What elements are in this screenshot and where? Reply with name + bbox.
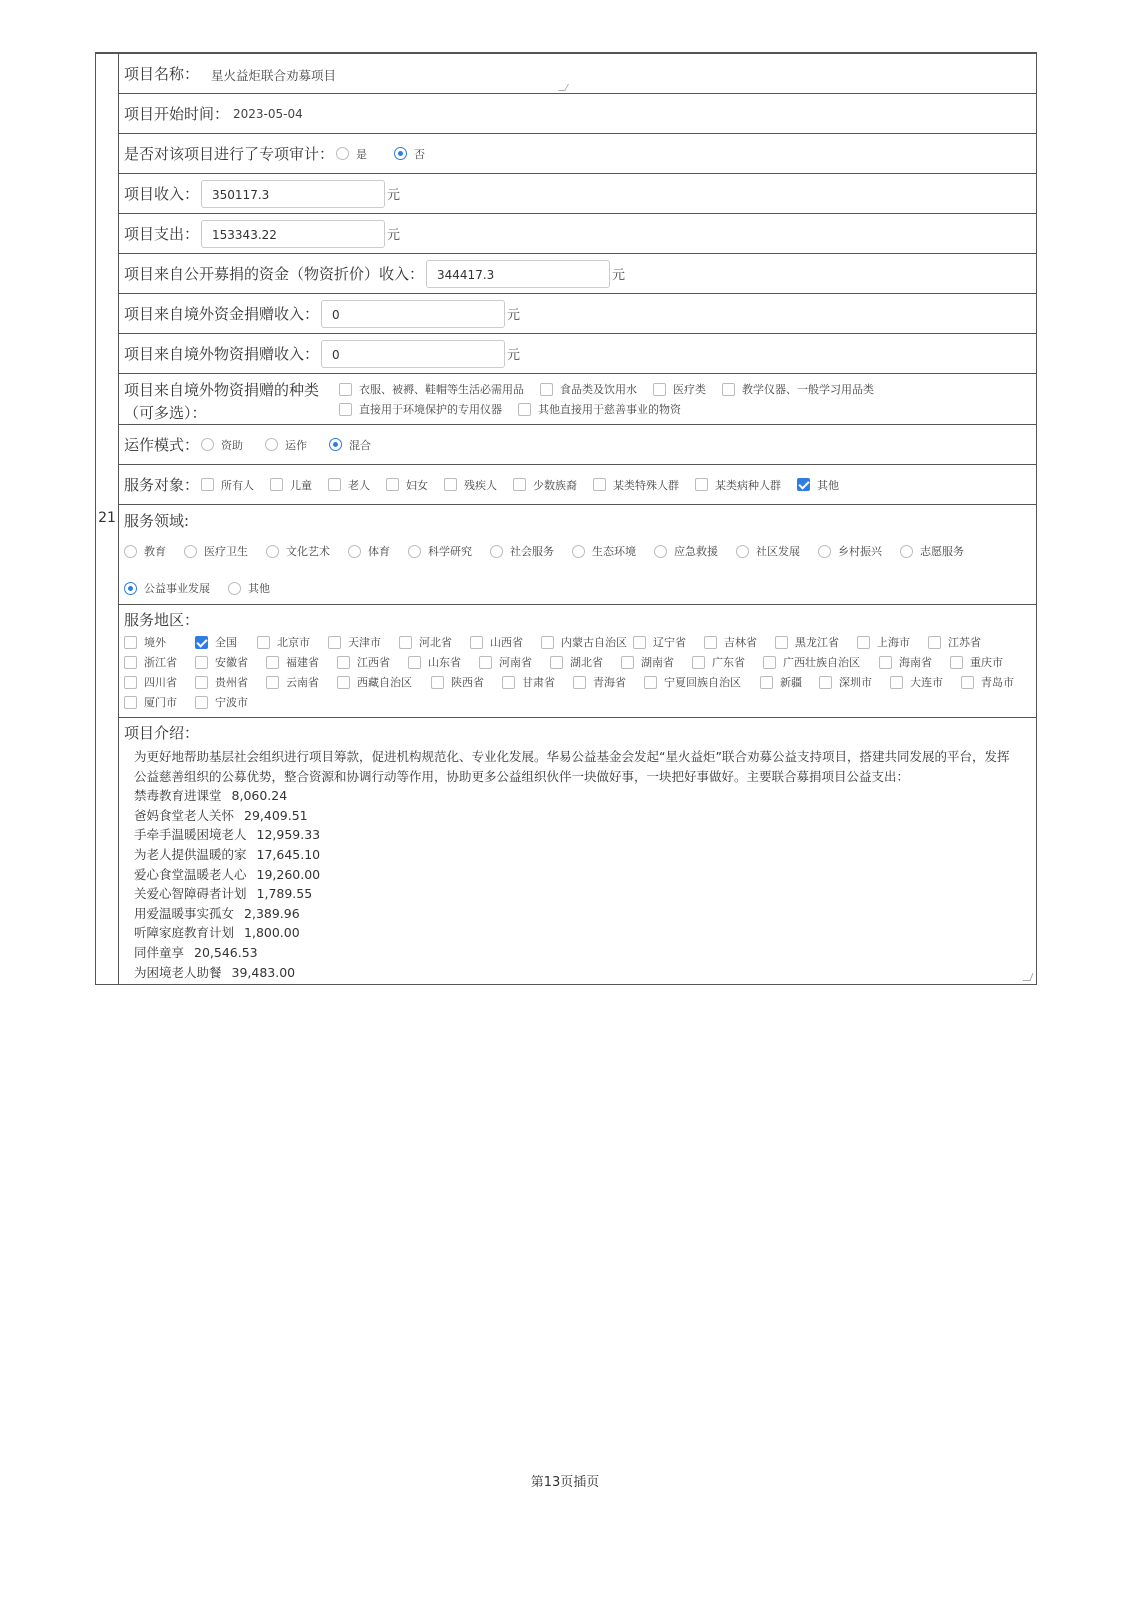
option-label: 湖北省 [570, 656, 603, 669]
radio-icon[interactable] [818, 545, 831, 558]
option-label: 厦门市 [144, 696, 177, 709]
option-label: 某类病种人群 [715, 478, 782, 492]
checkbox-icon[interactable] [593, 478, 606, 491]
checkbox-option[interactable] [541, 634, 633, 650]
checkbox-option[interactable] [470, 634, 541, 650]
checkbox-icon[interactable] [621, 656, 634, 669]
checkbox-icon[interactable] [540, 383, 553, 396]
expense-item-name: 同伴童享 [134, 944, 185, 960]
checkbox-checked-icon[interactable] [195, 636, 208, 649]
radio-icon[interactable] [336, 147, 349, 160]
checkbox-option[interactable] [819, 674, 890, 690]
list-item [134, 786, 1016, 806]
overseas-goods-label: 项目来自境外物资捐赠收入： [124, 345, 320, 363]
option-label: 江苏省 [948, 636, 981, 649]
option-label: 其他 [817, 478, 840, 492]
audit-option-no[interactable] [394, 146, 425, 162]
service-area-row [119, 605, 1036, 718]
option-label: 其他 [248, 582, 270, 595]
operation-mode-label: 运作模式： [124, 436, 200, 454]
radio-option[interactable] [572, 543, 636, 559]
expense-item-name: 禁毒教育进课堂 [134, 788, 222, 804]
option-label: 残疾人 [464, 478, 498, 492]
checkbox-icon[interactable] [339, 383, 352, 396]
checkbox-icon[interactable] [573, 676, 586, 689]
radio-option[interactable] [490, 543, 554, 559]
expense-item-amount: 8,060.24 [231, 788, 288, 804]
checkbox-option[interactable] [593, 477, 679, 493]
option-label: 乡村振兴 [838, 545, 882, 558]
public-income-input[interactable]: 344417.3 [426, 260, 610, 288]
option-label: 所有人 [221, 478, 255, 492]
option-label: 新疆 [780, 676, 802, 689]
option-label: 山东省 [428, 656, 461, 669]
checkbox-option[interactable] [337, 674, 431, 690]
radio-option[interactable] [124, 580, 210, 596]
checkbox-icon[interactable] [961, 676, 974, 689]
radio-icon[interactable] [900, 545, 913, 558]
checkbox-option[interactable] [890, 674, 961, 690]
radio-icon[interactable] [265, 438, 278, 451]
goods-types-label-line2: （可多选）： [124, 404, 207, 422]
checkbox-option[interactable] [270, 477, 312, 493]
list-item [134, 825, 1016, 845]
checkbox-option[interactable] [692, 654, 763, 670]
checkbox-option[interactable] [550, 654, 621, 670]
income-unit: 元 [387, 188, 401, 203]
expense-item-amount: 1,800.00 [244, 925, 300, 941]
radio-icon[interactable] [490, 545, 503, 558]
intro-row [119, 718, 1036, 984]
checkbox-option[interactable] [337, 654, 408, 670]
option-label: 北京市 [277, 636, 310, 649]
goods-type-option[interactable]: 其他直接用于慈善事业的物资 [518, 401, 681, 417]
row-index-number: 21 [98, 510, 116, 526]
project-record-frame [95, 52, 1037, 985]
overseas-cash-row [119, 294, 1036, 334]
checkbox-icon[interactable] [763, 656, 776, 669]
option-label: 贵州省 [215, 676, 248, 689]
checkbox-icon[interactable] [124, 656, 137, 669]
checkbox-icon[interactable] [819, 676, 832, 689]
intro-paragraph: 为更好地帮助基层社会组织进行项目筹款，促进机构规范化、专业化发展。华易公益基金会发起“星火益炬”联合劝募公益支持项目，搭建共同发展的平台，发挥公益慈善组织的公募优势，整合资源和协调行动等作用，协助更多公益组织伙伴一块做好事，一块把好事做好。主要联合募捐项目公益支出： [134, 749, 1010, 784]
checkbox-icon[interactable] [695, 478, 708, 491]
list-item [134, 806, 1016, 826]
radio-checked-icon[interactable] [124, 582, 137, 595]
checkbox-icon[interactable] [124, 676, 137, 689]
goods-type-option[interactable]: 医疗类 [653, 381, 706, 397]
checkbox-option[interactable] [928, 634, 999, 650]
checkbox-option[interactable] [266, 654, 337, 670]
checkbox-option[interactable] [633, 634, 704, 650]
checkbox-option[interactable] [408, 654, 479, 670]
option-label: 深圳市 [839, 676, 872, 689]
radio-icon[interactable] [124, 545, 137, 558]
list-item [134, 884, 1016, 904]
checkbox-icon[interactable] [339, 403, 352, 416]
checkbox-icon[interactable] [195, 676, 208, 689]
income-input[interactable]: 350117.3 [201, 180, 385, 208]
checkbox-icon[interactable] [386, 478, 399, 491]
option-label: 山西省 [490, 636, 523, 649]
checkbox-option[interactable] [195, 694, 266, 710]
checkbox-option[interactable] [479, 654, 550, 670]
radio-icon[interactable] [736, 545, 749, 558]
service-field-label: 服务领域: [124, 512, 190, 530]
checkbox-option[interactable] [621, 654, 692, 670]
list-item [134, 845, 1016, 865]
radio-option[interactable] [736, 543, 800, 559]
record-content [119, 54, 1037, 984]
checkbox-option[interactable] [857, 634, 928, 650]
option-label: 广西壮族自治区 [783, 656, 860, 669]
checkbox-icon[interactable] [692, 656, 705, 669]
checkbox-icon[interactable] [518, 403, 531, 416]
textarea-resize-icon[interactable] [558, 84, 569, 91]
checkbox-icon[interactable] [950, 656, 963, 669]
checkbox-option[interactable] [961, 674, 1032, 690]
radio-option[interactable] [408, 543, 472, 559]
checkbox-icon[interactable] [760, 676, 773, 689]
expense-item-name: 用爱温暖事实孤女 [134, 905, 235, 921]
public-income-unit: 元 [612, 268, 626, 283]
overseas-cash-input[interactable]: 0 [321, 300, 505, 328]
option-label: 甘肃省 [522, 676, 555, 689]
checkbox-icon[interactable] [879, 656, 892, 669]
expense-item-amount: 20,546.53 [194, 944, 258, 960]
option-label: 医疗卫生 [204, 545, 248, 558]
goods-type-option[interactable]: 直接用于环境保护的专用仪器 [339, 401, 502, 417]
checkbox-option[interactable] [573, 674, 644, 690]
list-item [134, 963, 1016, 983]
option-label: 全国 [215, 636, 237, 649]
radio-icon[interactable] [348, 545, 361, 558]
checkbox-option[interactable] [195, 634, 257, 650]
operation-mode-row [119, 425, 1036, 465]
audit-row [119, 134, 1036, 174]
expense-item-amount: 17,645.10 [256, 846, 321, 862]
expense-unit: 元 [387, 228, 401, 243]
expense-label: 项目支出： [124, 225, 200, 243]
option-label: 志愿服务 [920, 545, 964, 558]
operation-mode-option[interactable]: 混合 [329, 437, 371, 453]
checkbox-icon[interactable] [408, 656, 421, 669]
expense-item-name: 为困境老人助餐 [134, 964, 222, 980]
checkbox-icon[interactable] [644, 676, 657, 689]
checkbox-icon[interactable] [890, 676, 903, 689]
option-label: 少数族裔 [533, 478, 578, 492]
checkbox-icon[interactable] [201, 478, 214, 491]
audit-option-no-label: 否 [414, 147, 426, 161]
checkbox-icon[interactable] [337, 676, 350, 689]
radio-option[interactable] [900, 543, 964, 559]
option-label: 老人 [348, 478, 371, 492]
checkbox-option[interactable] [763, 654, 879, 670]
expense-item-name: 爸妈食堂老人关怀 [134, 807, 235, 823]
checkbox-icon[interactable] [633, 636, 646, 649]
checkbox-option[interactable] [124, 674, 195, 690]
checkbox-icon[interactable] [550, 656, 563, 669]
start-time-value[interactable]: 2023-05-04 [233, 106, 303, 121]
option-label: 内蒙古自治区 [561, 636, 627, 649]
goods-types-label-line1: 项目来自境外物资捐赠的种类 [124, 381, 320, 399]
checkbox-icon[interactable] [928, 636, 941, 649]
option-label: 广东省 [712, 656, 745, 669]
checkbox-option[interactable] [444, 477, 497, 493]
checkbox-option[interactable] [328, 477, 370, 493]
operation-mode-option[interactable]: 运作 [265, 437, 307, 453]
row-index-cell [96, 54, 119, 984]
checkbox-option[interactable] [124, 694, 195, 710]
checkbox-icon[interactable] [857, 636, 870, 649]
option-label: 宁夏回族自治区 [664, 676, 741, 689]
option-label: 天津市 [348, 636, 381, 649]
option-label: 儿童 [290, 478, 313, 492]
checkbox-icon[interactable] [444, 478, 457, 491]
checkbox-option[interactable] [502, 674, 573, 690]
checkbox-icon[interactable] [266, 676, 279, 689]
checkbox-option[interactable] [386, 477, 428, 493]
income-row [119, 174, 1036, 214]
checkbox-icon[interactable] [470, 636, 483, 649]
radio-option[interactable] [654, 543, 718, 559]
expense-item-amount: 29,409.51 [244, 807, 308, 823]
radio-icon[interactable] [201, 438, 214, 451]
service-target-row [119, 465, 1036, 505]
checkbox-option[interactable] [644, 674, 760, 690]
service-target-options [199, 477, 839, 493]
audit-option-yes-label: 是 [356, 147, 368, 161]
goods-type-option[interactable]: 教学仪器、一般学习用品类 [722, 381, 874, 397]
checkbox-icon[interactable] [266, 656, 279, 669]
overseas-goods-input[interactable]: 0 [321, 340, 505, 368]
radio-icon[interactable] [654, 545, 667, 558]
radio-checked-icon[interactable] [329, 438, 342, 451]
checkbox-icon[interactable] [502, 676, 515, 689]
goods-types-options [339, 374, 874, 419]
option-label: 云南省 [286, 676, 319, 689]
expense-item-amount: 19,260.00 [256, 866, 321, 882]
checkbox-icon[interactable] [775, 636, 788, 649]
option-label: 某类特殊人群 [613, 478, 680, 492]
checkbox-option[interactable] [399, 634, 470, 650]
option-label: 西藏自治区 [357, 676, 412, 689]
intro-label: 项目介绍： [124, 724, 200, 742]
checkbox-option[interactable] [695, 477, 781, 493]
overseas-cash-unit: 元 [507, 308, 521, 323]
option-label: 青海省 [593, 676, 626, 689]
project-name-label: 项目名称： [124, 65, 200, 83]
goods-types-label [124, 374, 339, 423]
service-field-row [119, 505, 1036, 605]
expense-item-amount: 2,389.96 [244, 905, 300, 921]
expense-item-amount: 1,789.55 [256, 886, 313, 902]
overseas-goods-row [119, 334, 1036, 374]
list-item [134, 904, 1016, 924]
public-income-row [119, 254, 1036, 294]
goods-type-option[interactable]: 食品类及饮用水 [540, 381, 637, 397]
radio-option[interactable] [228, 580, 270, 596]
checkbox-checked-icon[interactable] [797, 478, 810, 491]
checkbox-option[interactable] [513, 477, 577, 493]
checkbox-icon[interactable] [541, 636, 554, 649]
checkbox-icon[interactable] [328, 478, 341, 491]
checkbox-icon[interactable] [653, 383, 666, 396]
option-label: 福建省 [286, 656, 319, 669]
option-label: 河南省 [499, 656, 532, 669]
service-field-options [124, 541, 1036, 561]
radio-icon[interactable] [572, 545, 585, 558]
option-label: 文化艺术 [286, 545, 330, 558]
option-label: 社会服务 [510, 545, 554, 558]
start-time-label: 项目开始时间： [124, 105, 230, 123]
option-label: 青岛市 [981, 676, 1014, 689]
service-area-label: 服务地区： [124, 611, 200, 629]
overseas-cash-label: 项目来自境外资金捐赠收入： [124, 305, 320, 323]
operation-mode-option[interactable]: 资助 [201, 437, 243, 453]
checkbox-option[interactable] [195, 674, 266, 690]
income-label: 项目收入： [124, 185, 200, 203]
checkbox-option[interactable] [124, 634, 195, 650]
radio-option[interactable] [348, 543, 390, 559]
option-label: 境外 [144, 636, 166, 649]
expense-item-name: 听障家庭教育计划 [134, 925, 235, 941]
checkbox-option[interactable] [266, 674, 337, 690]
audit-option-yes[interactable] [336, 146, 367, 162]
intro-expense-list [134, 786, 1016, 982]
overseas-goods-unit: 元 [507, 348, 521, 363]
expense-item-name: 关爱心智障碍者计划 [134, 886, 247, 902]
option-label: 生态环境 [592, 545, 636, 558]
radio-icon[interactable] [184, 545, 197, 558]
option-label: 重庆市 [970, 656, 1003, 669]
goods-type-option[interactable]: 衣服、被褥、鞋帽等生活必需用品 [339, 381, 524, 397]
expense-item-amount: 12,959.33 [256, 827, 321, 843]
radio-checked-icon[interactable] [394, 147, 407, 160]
checkbox-icon[interactable] [124, 636, 137, 649]
radio-icon[interactable] [408, 545, 421, 558]
checkbox-option[interactable] [195, 654, 266, 670]
expense-item-name: 手牵手温暖困境老人 [134, 827, 247, 843]
expense-row [119, 214, 1036, 254]
intro-textarea[interactable] [124, 747, 1036, 986]
checkbox-icon[interactable] [337, 656, 350, 669]
option-label: 四川省 [144, 676, 177, 689]
checkbox-icon[interactable] [431, 676, 444, 689]
checkbox-icon[interactable] [270, 478, 283, 491]
service-area-options [124, 632, 1036, 712]
option-label: 江西省 [357, 656, 390, 669]
start-time-row [119, 94, 1036, 134]
radio-icon[interactable] [266, 545, 279, 558]
checkbox-icon[interactable] [479, 656, 492, 669]
checkbox-option[interactable] [950, 654, 1021, 670]
list-item [134, 865, 1016, 885]
radio-option[interactable] [184, 543, 248, 559]
radio-option[interactable] [124, 543, 166, 559]
option-label: 大连市 [910, 676, 943, 689]
option-label: 浙江省 [144, 656, 177, 669]
option-label: 河北省 [419, 636, 452, 649]
checkbox-option[interactable] [704, 634, 775, 650]
option-label: 宁波市 [215, 696, 248, 709]
checkbox-option[interactable] [201, 477, 254, 493]
option-label: 海南省 [899, 656, 932, 669]
expense-input[interactable]: 153343.22 [201, 220, 385, 248]
radio-option[interactable] [266, 543, 330, 559]
page-footer: 第13页插页 [530, 1475, 600, 1490]
list-item [134, 943, 1016, 963]
checkbox-icon[interactable] [124, 696, 137, 709]
checkbox-icon[interactable] [195, 656, 208, 669]
project-name-textarea[interactable]: 星火益炬联合劝募项目 [211, 68, 337, 83]
checkbox-option[interactable] [124, 654, 195, 670]
list-item [134, 923, 1016, 943]
checkbox-icon[interactable] [399, 636, 412, 649]
option-label: 湖南省 [641, 656, 674, 669]
checkbox-icon[interactable] [195, 696, 208, 709]
project-name-row [119, 54, 1036, 94]
option-label: 公益事业发展 [144, 582, 210, 595]
checkbox-option[interactable] [760, 674, 819, 690]
checkbox-icon[interactable] [513, 478, 526, 491]
service-target-label: 服务对象： [124, 476, 200, 494]
goods-types-row [119, 374, 1036, 425]
checkbox-option[interactable] [431, 674, 502, 690]
expense-item-name: 爱心食堂温暖老人心 [134, 866, 247, 882]
radio-icon[interactable] [228, 582, 241, 595]
checkbox-option[interactable] [328, 634, 399, 650]
option-label: 安徽省 [215, 656, 248, 669]
radio-option[interactable] [818, 543, 882, 559]
option-label: 体育 [368, 545, 390, 558]
checkbox-icon[interactable] [704, 636, 717, 649]
option-label: 陕西省 [451, 676, 484, 689]
public-income-label: 项目来自公开募捐的资金（物资折价）收入： [124, 265, 425, 283]
checkbox-icon[interactable] [257, 636, 270, 649]
checkbox-option[interactable] [797, 477, 839, 493]
option-label: 黑龙江省 [795, 636, 839, 649]
service-field-options [124, 578, 1036, 598]
option-label: 教育 [144, 545, 166, 558]
option-label: 应急救援 [674, 545, 718, 558]
option-label: 辽宁省 [653, 636, 686, 649]
expense-item-name: 为老人提供温暖的家 [134, 846, 247, 862]
checkbox-icon[interactable] [722, 383, 735, 396]
checkbox-option[interactable] [775, 634, 857, 650]
checkbox-option[interactable] [879, 654, 950, 670]
option-label: 妇女 [406, 478, 429, 492]
expense-item-amount: 39,483.00 [231, 964, 296, 980]
option-label: 社区发展 [756, 545, 800, 558]
option-label: 科学研究 [428, 545, 472, 558]
option-label: 吉林省 [724, 636, 757, 649]
option-label: 上海市 [877, 636, 910, 649]
checkbox-icon[interactable] [328, 636, 341, 649]
checkbox-option[interactable] [257, 634, 328, 650]
audit-label: 是否对该项目进行了专项审计： [124, 145, 335, 163]
